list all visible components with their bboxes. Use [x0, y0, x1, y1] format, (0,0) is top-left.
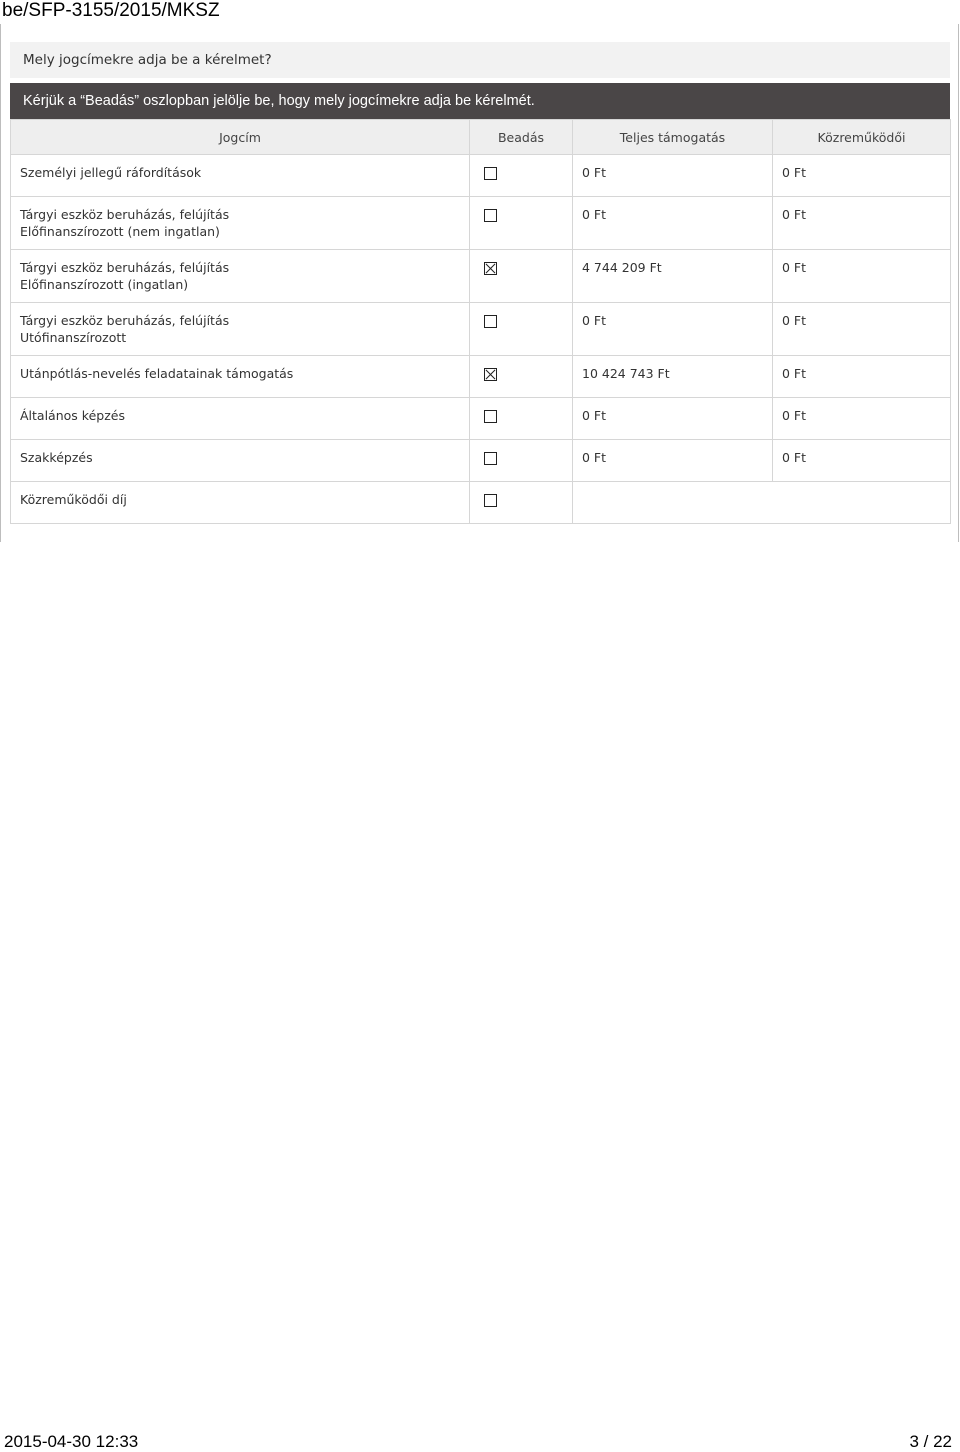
- footer-timestamp: 2015-04-30 12:33: [4, 1432, 139, 1451]
- section-question: Mely jogcímekre adja be a kérelmet?: [10, 42, 950, 78]
- claim-title-line: Tárgyi eszköz beruházás, felújítás: [20, 207, 230, 222]
- claim-subtitle-line: Előfinanszírozott (ingatlan): [20, 277, 189, 292]
- frame-right-border: [958, 24, 959, 542]
- claim-title-line: Utánpótlás-nevelés feladatainak támogatás: [20, 366, 294, 381]
- total-support: 0 Ft: [573, 440, 773, 482]
- footer-page-number: 3 / 22: [909, 1432, 952, 1451]
- submit-cell: [470, 197, 573, 250]
- total-support: 4 744 209 Ft: [573, 250, 773, 303]
- claim-title: [11, 250, 470, 303]
- submit-cell: [470, 155, 573, 197]
- claim-title-line: Közreműködői díj: [20, 492, 127, 507]
- submit-cell: [470, 398, 573, 440]
- claim-title-line: Szakképzés: [20, 450, 93, 465]
- submit-cell: [470, 440, 573, 482]
- header-kozremukodoi: Közreműködői: [773, 120, 951, 155]
- intermediary-fee: 0 Ft: [773, 440, 951, 482]
- claim-title: [11, 155, 470, 197]
- submit-checkbox[interactable]: [484, 167, 497, 180]
- total-support: 0 Ft: [573, 197, 773, 250]
- claim-title: [11, 303, 470, 356]
- submit-checkbox[interactable]: [484, 209, 497, 222]
- intermediary-fee: 0 Ft: [773, 197, 951, 250]
- claim-title-line: Személyi jellegű ráfordítások: [20, 165, 202, 180]
- document-id: be/SFP-3155/2015/MKSZ: [2, 0, 220, 21]
- submit-checkbox[interactable]: [484, 494, 497, 507]
- header-teljes-tamogatas: Teljes támogatás: [573, 120, 773, 155]
- submit-cell: [470, 356, 573, 398]
- claim-title: [11, 197, 470, 250]
- claim-title: [11, 482, 470, 524]
- total-support: 0 Ft: [573, 155, 773, 197]
- claim-title: [11, 356, 470, 398]
- table-header-row: [11, 120, 951, 155]
- total-support: 10 424 743 Ft: [573, 356, 773, 398]
- table-row: [11, 440, 951, 482]
- intermediary-fee: 0 Ft: [773, 356, 951, 398]
- submit-checkbox-checked[interactable]: [484, 368, 497, 381]
- submit-checkbox[interactable]: [484, 410, 497, 423]
- table-row: [11, 356, 951, 398]
- total-support: 0 Ft: [573, 398, 773, 440]
- submit-cell: [470, 250, 573, 303]
- intermediary-fee: 0 Ft: [773, 250, 951, 303]
- total-support: 0 Ft: [573, 303, 773, 356]
- claim-subtitle-line: Előfinanszírozott (nem ingatlan): [20, 224, 220, 239]
- claim-title-line: Tárgyi eszköz beruházás, felújítás: [20, 260, 230, 275]
- claim-title: [11, 398, 470, 440]
- claim-subtitle-line: Utófinanszírozott: [20, 330, 127, 345]
- claim-title: [11, 440, 470, 482]
- claim-title-line: Általános képzés: [20, 408, 125, 423]
- submit-cell: [470, 482, 573, 524]
- claim-title-line: Tárgyi eszköz beruházás, felújítás: [20, 313, 230, 328]
- header-beadas: Beadás: [470, 120, 573, 155]
- section-instruction: Kérjük a “Beadás” oszlopban jelölje be, hogy mely jogcímekre adja be kérelmét.: [10, 83, 950, 119]
- frame-left-border: [0, 24, 1, 542]
- header-jogcim: Jogcím: [11, 120, 470, 155]
- table-row: [11, 303, 951, 356]
- submit-cell: [470, 303, 573, 356]
- table-row: [11, 197, 951, 250]
- intermediary-fee: 0 Ft: [773, 303, 951, 356]
- submit-checkbox[interactable]: [484, 315, 497, 328]
- intermediary-fee: 0 Ft: [773, 155, 951, 197]
- merged-empty-cell: [573, 482, 951, 524]
- table-row: [11, 250, 951, 303]
- claim-table: [10, 119, 951, 524]
- table-row: [11, 482, 951, 524]
- table-row: [11, 398, 951, 440]
- submit-checkbox-checked[interactable]: [484, 262, 497, 275]
- table-row: [11, 155, 951, 197]
- intermediary-fee: 0 Ft: [773, 398, 951, 440]
- submit-checkbox[interactable]: [484, 452, 497, 465]
